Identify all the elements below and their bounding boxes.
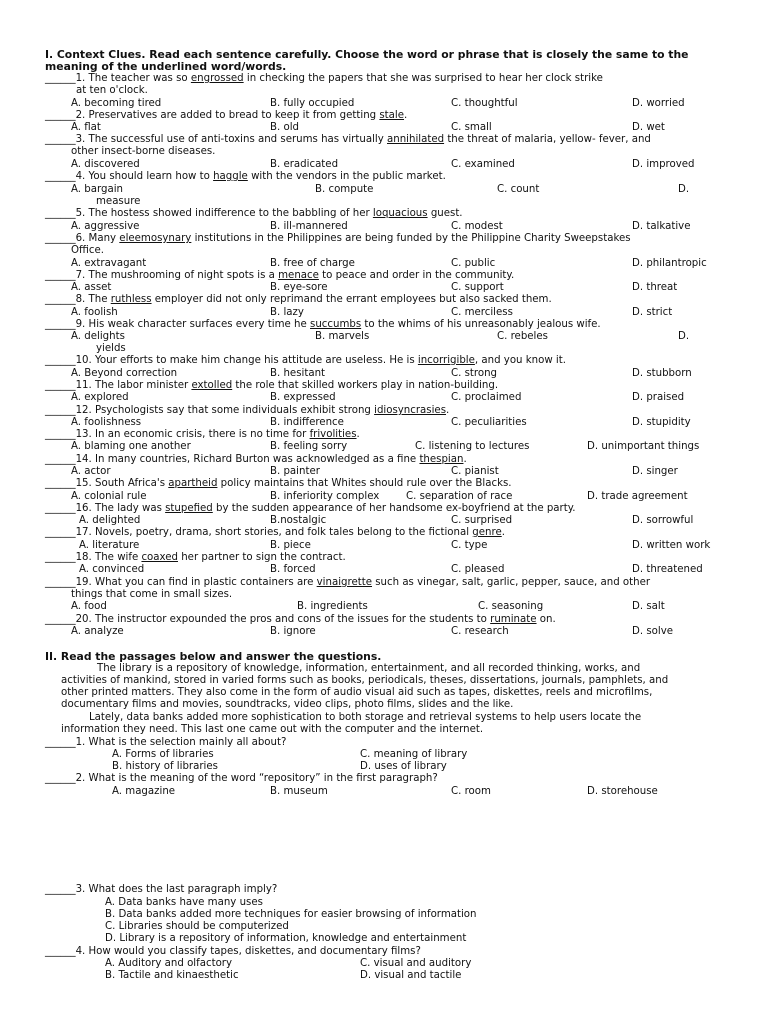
question-text: 3. What does the last paragraph imply?: [75, 884, 278, 895]
answer-blank[interactable]: ______: [45, 773, 76, 784]
question-text: The teacher was so: [85, 73, 191, 84]
answer-blank[interactable]: ______: [45, 737, 76, 748]
question-text: Novels, poetry, drama, short stories, and folk tales belong to the fictional: [91, 527, 473, 538]
option: D. philantropic: [632, 258, 707, 269]
answer-blank[interactable]: ______: [45, 614, 76, 625]
question-text: guest.: [427, 208, 463, 219]
question-text: His weak character surfaces every time he: [85, 319, 311, 330]
option: D. stupidity: [632, 417, 691, 428]
option: C. meaning of library: [360, 749, 468, 760]
question-text: In an economic crisis, there is no time for: [91, 429, 310, 440]
passage-line-4: documentary films and movies, soundtracks, video clips, photo films, slides and the like.: [61, 699, 514, 710]
option: B. museum: [270, 786, 328, 797]
underlined-word: incorrigible: [417, 355, 475, 366]
underlined-word: engrossed: [190, 73, 244, 84]
question-2: [45, 110, 407, 122]
question-number: 3.: [75, 134, 86, 145]
option: A. asset: [71, 282, 112, 293]
option: B. inferiority complex: [270, 491, 380, 502]
option: D.: [678, 184, 690, 195]
question-text: in checking the papers that she was surprised to hear her clock strike: [243, 73, 603, 84]
option: A. becoming tired: [71, 98, 162, 109]
option: D. stubborn: [632, 368, 692, 379]
passage-line-6: information they need. This last one came out with the computer and the internet.: [61, 724, 484, 735]
question-10: [45, 355, 566, 367]
question-15: [45, 478, 512, 490]
question-text: to the whims of his unreasonably jealous wife.: [361, 319, 601, 330]
option: C. surprised: [451, 515, 513, 526]
option: D. worried: [632, 98, 685, 109]
question-text: such as vinegar, salt, garlic, pepper, sauce, and other: [372, 577, 651, 588]
question-number: 20.: [75, 614, 92, 625]
option: D. Library is a repository of information, knowledge and entertainment: [105, 933, 467, 944]
question-continuation: things that come in small sizes.: [71, 589, 233, 600]
question-text: The labor minister: [91, 380, 192, 391]
question-text: with the vendors in the public market.: [247, 171, 446, 182]
underlined-word: genre: [472, 527, 502, 538]
answer-blank[interactable]: ______: [45, 233, 76, 244]
question-text: the threat of malaria, yellow- fever, and: [444, 134, 651, 145]
question-6: [45, 233, 631, 245]
answer-blank[interactable]: ______: [45, 294, 76, 305]
question-4: [45, 171, 446, 183]
option: C. visual and auditory: [360, 958, 472, 969]
question-text: South Africa's: [91, 478, 169, 489]
option: B. piece: [270, 540, 311, 551]
answer-blank[interactable]: ______: [45, 946, 76, 957]
option: A. foolishness: [71, 417, 142, 428]
answer-blank[interactable]: ______: [45, 429, 76, 440]
question-text: Psychologists say that some individuals exhibit strong: [91, 405, 375, 416]
option: A. magazine: [112, 786, 176, 797]
answer-blank[interactable]: ______: [45, 454, 76, 465]
answer-blank[interactable]: ______: [45, 577, 76, 588]
option: D. praised: [632, 392, 685, 403]
question-text: institutions in the Philippines are being funded by the Philippine Charity Sweepstakes: [191, 233, 631, 244]
option: A. colonial rule: [71, 491, 147, 502]
question-text: the role that skilled workers play in nation-building.: [232, 380, 499, 391]
section2-heading: II. Read the passages below and answer the questions.: [45, 650, 382, 663]
question-12: [45, 405, 449, 417]
question-number: 17.: [75, 527, 92, 538]
option: D. unimportant things: [587, 441, 700, 452]
question-number: 12.: [75, 405, 92, 416]
option: A. blaming one another: [71, 441, 191, 452]
option: A. analyze: [71, 626, 124, 637]
option: D. singer: [632, 466, 678, 477]
option: B. history of libraries: [112, 761, 218, 772]
question-number: 9.: [75, 319, 86, 330]
answer-blank[interactable]: ______: [45, 552, 76, 563]
question-8: [45, 294, 552, 306]
question-text: policy maintains that Whites should rule over the Blacks.: [217, 478, 512, 489]
question-text: .: [463, 454, 467, 465]
question-text: on.: [536, 614, 556, 625]
option: A. extravagant: [71, 258, 147, 269]
option: A. bargain: [71, 184, 123, 195]
underlined-word: stupefied: [165, 503, 213, 514]
question-text: You should learn how to: [85, 171, 214, 182]
option: A. convinced: [79, 564, 145, 575]
question-number: 10.: [75, 355, 92, 366]
answer-blank[interactable]: ______: [45, 380, 76, 391]
option: C. rebeles: [497, 331, 548, 342]
underlined-word: eleemosynary: [119, 233, 192, 244]
question-number: 2.: [75, 110, 86, 121]
option: B. compute: [315, 184, 374, 195]
option: D. threatened: [632, 564, 703, 575]
question-4: [45, 946, 421, 958]
question-text: .: [446, 405, 450, 416]
question-text: The instructor expounded the pros and cons of the issues for the students to: [91, 614, 491, 625]
option: D. improved: [632, 159, 695, 170]
question-17: [45, 527, 505, 539]
option: A. Forms of libraries: [112, 749, 214, 760]
question-text: The hostess showed indifference to the babbling of her: [85, 208, 373, 219]
answer-blank[interactable]: ______: [45, 319, 76, 330]
question-16: [45, 503, 576, 515]
question-1: [45, 73, 603, 85]
option: C. count: [497, 184, 540, 195]
option: A. discovered: [71, 159, 140, 170]
question-3: [45, 884, 277, 896]
option: C. Libraries should be computerized: [105, 921, 289, 932]
answer-blank[interactable]: ______: [45, 73, 76, 84]
question-1: [45, 737, 286, 749]
option: A. delights: [71, 331, 125, 342]
question-number: 14.: [75, 454, 92, 465]
option: B. ignore: [270, 626, 316, 637]
underlined-word: frivolities: [309, 429, 357, 440]
option: C. support: [451, 282, 504, 293]
underlined-word: loquacious: [372, 208, 428, 219]
option: A. literature: [79, 540, 140, 551]
option: D. trade agreement: [587, 491, 688, 502]
option: A. Data banks have many uses: [105, 897, 263, 908]
underlined-word: vinaigrette: [316, 577, 373, 588]
option: A. explored: [71, 392, 129, 403]
option: C. modest: [451, 221, 503, 232]
option: B. marvels: [315, 331, 370, 342]
option: D. sorrowful: [632, 515, 694, 526]
underlined-word: thespian: [419, 454, 464, 465]
question-text: The mushrooming of night spots is a: [85, 270, 279, 281]
question-text: 2. What is the meaning of the word “repository” in the first paragraph?: [75, 773, 438, 784]
option: D. solve: [632, 626, 673, 637]
option: B. painter: [270, 466, 320, 477]
question-text: Your efforts to make him change his attitude are useless. He is: [91, 355, 418, 366]
underlined-word: ruthless: [110, 294, 152, 305]
option: A. flat: [71, 122, 101, 133]
answer-blank[interactable]: ______: [45, 270, 76, 281]
option: B. ill-mannered: [270, 221, 348, 232]
option: B. feeling sorry: [270, 441, 348, 452]
underlined-word: menace: [278, 270, 319, 281]
answer-blank[interactable]: ______: [45, 478, 76, 489]
underlined-word: coaxed: [141, 552, 178, 563]
question-number: 16.: [75, 503, 92, 514]
question-text: Many: [85, 233, 120, 244]
answer-blank[interactable]: ______: [45, 503, 76, 514]
question-18: [45, 552, 346, 564]
answer-blank[interactable]: ______: [45, 355, 76, 366]
option: D. salt: [632, 601, 665, 612]
question-text: employer did not only reprimand the errant employees but also sacked them.: [151, 294, 552, 305]
answer-blank[interactable]: ______: [45, 134, 76, 145]
underlined-word: stale: [379, 110, 405, 121]
underlined-word: succumbs: [310, 319, 362, 330]
answer-blank[interactable]: ______: [45, 527, 76, 538]
question-number: 15.: [75, 478, 92, 489]
option: B. eradicated: [270, 159, 339, 170]
question-text: by the sudden appearance of her handsome ex-boyfriend at the party.: [212, 503, 576, 514]
option: A. aggressive: [71, 221, 140, 232]
question-text: The successful use of anti-toxins and serums has virtually: [85, 134, 387, 145]
passage-line-3: other printed matters. They also come in the form of audio visual aid such as tapes, diskettes, reels and microfilms,: [61, 687, 653, 698]
underlined-word: extolled: [191, 380, 233, 391]
question-20: [45, 614, 556, 626]
option: B. forced: [270, 564, 316, 575]
question-text: The lady was: [91, 503, 166, 514]
option: C. examined: [451, 159, 515, 170]
question-14: [45, 454, 467, 466]
option: C. thoughtful: [451, 98, 518, 109]
passage-line-2: activities of mankind, stored in varied forms such as books, periodicals, theses, dissertations, journals, pamphlets, and: [61, 675, 669, 686]
option-continuation: measure: [96, 196, 141, 207]
section1-heading-line1: I. Context Clues. Read each sentence carefully. Choose the word or phrase that is closely the same to the: [45, 48, 689, 61]
option: A. foolish: [71, 307, 118, 318]
option: D. storehouse: [587, 786, 658, 797]
option: B. fully occupied: [270, 98, 355, 109]
underlined-word: apartheid: [168, 478, 218, 489]
option: D. threat: [632, 282, 678, 293]
option: B. ingredients: [297, 601, 368, 612]
option: D. wet: [632, 122, 665, 133]
option: C. peculiarities: [451, 417, 527, 428]
answer-blank[interactable]: ______: [45, 171, 76, 182]
option: D. strict: [632, 307, 673, 318]
underlined-word: ruminate: [490, 614, 537, 625]
underlined-word: haggle: [213, 171, 248, 182]
option: B. hesitant: [270, 368, 326, 379]
option: C. pleased: [451, 564, 505, 575]
option: C. type: [451, 540, 488, 551]
answer-blank[interactable]: ______: [45, 208, 76, 219]
section1-heading-line2: meaning of the underlined word/words.: [45, 60, 287, 73]
underlined-word: idiosyncrasies: [374, 405, 447, 416]
question-number: 1.: [75, 73, 86, 84]
option: C. pianist: [451, 466, 499, 477]
option: C. strong: [451, 368, 498, 379]
passage-line-1: The library is a repository of knowledge, information, entertainment, and all recorded thinking, works, and: [97, 663, 641, 674]
option: A. delighted: [79, 515, 141, 526]
option: C. separation of race: [406, 491, 513, 502]
question-text: What you can find in plastic containers are: [91, 577, 317, 588]
question-text: Preservatives are added to bread to keep it from getting: [85, 110, 380, 121]
option: D. written work: [632, 540, 711, 551]
question-2: [45, 773, 438, 785]
option: B. lazy: [270, 307, 304, 318]
question-text: The: [85, 294, 111, 305]
option: D.: [678, 331, 690, 342]
question-text: to peace and order in the community.: [318, 270, 515, 281]
question-text: .: [404, 110, 408, 121]
question-text: The wife: [91, 552, 142, 563]
option: A. Beyond correction: [71, 368, 178, 379]
option: B. eye-sore: [270, 282, 328, 293]
option: B. free of charge: [270, 258, 355, 269]
question-number: 5.: [75, 208, 86, 219]
option: D. talkative: [632, 221, 691, 232]
underlined-word: annihilated: [387, 134, 445, 145]
option: C. seasoning: [478, 601, 544, 612]
question-number: 19.: [75, 577, 92, 588]
option: D. uses of library: [360, 761, 447, 772]
question-number: 18.: [75, 552, 92, 563]
question-19: [45, 577, 650, 589]
question-text: 1. What is the selection mainly all about?: [75, 737, 287, 748]
question-13: [45, 429, 360, 441]
option: B. expressed: [270, 392, 336, 403]
option: B. old: [270, 122, 299, 133]
option: C. proclaimed: [451, 392, 522, 403]
answer-blank[interactable]: ______: [45, 405, 76, 416]
option: B. Data banks added more techniques for easier browsing of information: [105, 909, 477, 920]
answer-blank[interactable]: ______: [45, 110, 76, 121]
option: A. food: [71, 601, 107, 612]
question-11: [45, 380, 498, 392]
question-number: 6.: [75, 233, 86, 244]
option: C. research: [451, 626, 509, 637]
question-text: .: [501, 527, 505, 538]
question-text: her partner to sign the contract.: [177, 552, 346, 563]
question-text: In many countries, Richard Burton was acknowledged as a fine: [91, 454, 420, 465]
question-9: [45, 319, 601, 331]
option: C. merciless: [451, 307, 513, 318]
question-number: 11.: [75, 380, 92, 391]
option: A. actor: [71, 466, 111, 477]
question-number: 8.: [75, 294, 86, 305]
option: D. visual and tactile: [360, 970, 462, 981]
answer-blank[interactable]: ______: [45, 884, 76, 895]
option: B. indifference: [270, 417, 344, 428]
question-5: [45, 208, 463, 220]
option-continuation: yields: [96, 343, 126, 354]
question-7: [45, 270, 514, 282]
question-continuation: Office.: [71, 245, 104, 256]
option: B.nostalgic: [270, 515, 327, 526]
question-text: 4. How would you classify tapes, diskettes, and documentary films?: [75, 946, 421, 957]
question-continuation: at ten o'clock.: [76, 85, 148, 96]
question-3: [45, 134, 651, 146]
question-continuation: other insect-borne diseases.: [71, 146, 216, 157]
question-text: , and you know it.: [474, 355, 566, 366]
passage-line-5: Lately, data banks added more sophistication to both storage and retrieval systems to help users locate the: [89, 712, 642, 723]
option: C. room: [451, 786, 491, 797]
option: A. Auditory and olfactory: [105, 958, 233, 969]
question-number: 7.: [75, 270, 86, 281]
option: C. small: [451, 122, 492, 133]
question-number: 13.: [75, 429, 92, 440]
option: C. public: [451, 258, 496, 269]
option: B. Tactile and kinaesthetic: [105, 970, 239, 981]
question-number: 4.: [75, 171, 86, 182]
question-text: .: [356, 429, 360, 440]
option: C. listening to lectures: [415, 441, 530, 452]
